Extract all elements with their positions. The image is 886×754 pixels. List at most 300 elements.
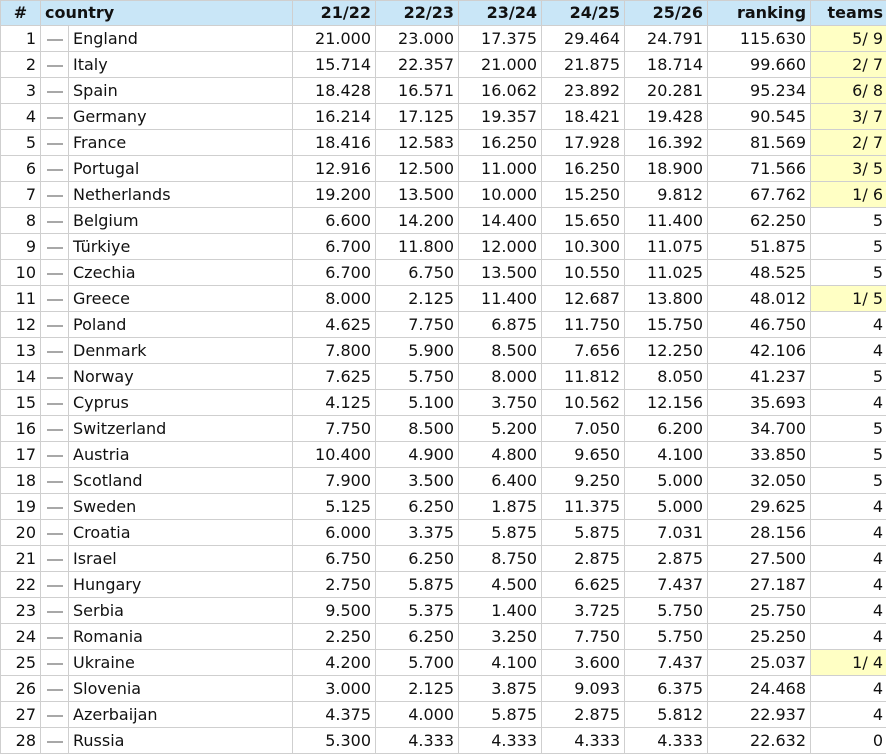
season-22-23-cell: 2.125 [376,676,459,702]
rank-cell: 13 [1,338,41,364]
season-22-23-cell: 23.000 [376,26,459,52]
table-row[interactable] [1,52,886,78]
column-header-teams[interactable]: teams [811,1,886,26]
season-25-26-cell: 2.875 [625,546,708,572]
season-22-23-cell: 4.900 [376,442,459,468]
dash-icon [47,247,63,249]
rank-cell: 12 [1,312,41,338]
trend-cell [41,416,69,442]
season-25-26-cell: 5.750 [625,598,708,624]
season-21-22-cell: 7.900 [293,468,376,494]
trend-cell [41,468,69,494]
season-23-24-cell: 4.800 [459,442,542,468]
season-21-22-cell: 9.500 [293,598,376,624]
season-25-26-cell: 12.250 [625,338,708,364]
trend-cell [41,208,69,234]
rank-cell: 10 [1,260,41,286]
ranking-cell: 71.566 [708,156,811,182]
season-22-23-cell: 11.800 [376,234,459,260]
season-25-26-cell: 5.750 [625,624,708,650]
season-25-26-cell: 11.025 [625,260,708,286]
teams-cell: 5 [811,442,886,468]
teams-cell: 5 [811,364,886,390]
dash-icon [47,507,63,509]
rank-cell: 17 [1,442,41,468]
season-22-23-cell: 5.875 [376,572,459,598]
season-24-25-cell: 7.656 [542,338,625,364]
ranking-cell: 34.700 [708,416,811,442]
trend-cell [41,234,69,260]
table-row[interactable] [1,520,886,546]
ranking-cell: 48.012 [708,286,811,312]
season-24-25-cell: 10.300 [542,234,625,260]
country-cell: Belgium [69,208,293,234]
season-24-25-cell: 29.464 [542,26,625,52]
season-21-22-cell: 6.700 [293,260,376,286]
dash-icon [47,559,63,561]
dash-icon [47,299,63,301]
country-cell: Azerbaijan [69,702,293,728]
dash-icon [47,637,63,639]
dash-icon [47,65,63,67]
ranking-cell: 81.569 [708,130,811,156]
season-23-24-cell: 16.062 [459,78,542,104]
rank-cell: 7 [1,182,41,208]
season-21-22-cell: 16.214 [293,104,376,130]
season-24-25-cell: 9.650 [542,442,625,468]
season-24-25-cell: 15.650 [542,208,625,234]
season-22-23-cell: 3.500 [376,468,459,494]
table-row[interactable] [1,598,886,624]
season-23-24-cell: 3.750 [459,390,542,416]
dash-icon [47,455,63,457]
season-24-25-cell: 11.750 [542,312,625,338]
season-24-25-cell: 6.625 [542,572,625,598]
trend-cell [41,182,69,208]
ranking-cell: 99.660 [708,52,811,78]
trend-cell [41,390,69,416]
season-25-26-cell: 4.100 [625,442,708,468]
season-23-24-cell: 4.100 [459,650,542,676]
season-21-22-cell: 12.916 [293,156,376,182]
season-24-25-cell: 15.250 [542,182,625,208]
season-23-24-cell: 6.875 [459,312,542,338]
teams-cell: 4 [811,624,886,650]
season-22-23-cell: 17.125 [376,104,459,130]
teams-cell: 3/ 5 [811,156,886,182]
season-22-23-cell: 12.500 [376,156,459,182]
column-header-season-21-22[interactable]: 21/22 [293,1,376,26]
table-row[interactable] [1,416,886,442]
column-header-season-24-25[interactable]: 24/25 [542,1,625,26]
ranking-cell: 22.632 [708,728,811,754]
header-row [1,1,886,26]
table-row[interactable] [1,546,886,572]
dash-icon [47,351,63,353]
column-header-season-23-24[interactable]: 23/24 [459,1,542,26]
dash-icon [47,39,63,41]
rank-cell: 1 [1,26,41,52]
season-22-23-cell: 6.250 [376,494,459,520]
table-row[interactable] [1,260,886,286]
rank-cell: 15 [1,390,41,416]
dash-icon [47,117,63,119]
season-22-23-cell: 14.200 [376,208,459,234]
country-cell: Israel [69,546,293,572]
season-23-24-cell: 1.400 [459,598,542,624]
trend-cell [41,78,69,104]
ranking-cell: 28.156 [708,520,811,546]
season-25-26-cell: 18.900 [625,156,708,182]
season-22-23-cell: 8.500 [376,416,459,442]
country-cell: Switzerland [69,416,293,442]
trend-cell [41,364,69,390]
season-21-22-cell: 18.428 [293,78,376,104]
season-25-26-cell: 18.714 [625,52,708,78]
trend-cell [41,624,69,650]
season-25-26-cell: 7.437 [625,650,708,676]
season-24-25-cell: 7.050 [542,416,625,442]
trend-cell [41,572,69,598]
dash-icon [47,611,63,613]
table-row[interactable] [1,468,886,494]
ranking-cell: 32.050 [708,468,811,494]
rank-cell: 5 [1,130,41,156]
season-21-22-cell: 2.750 [293,572,376,598]
season-21-22-cell: 4.125 [293,390,376,416]
dash-icon [47,663,63,665]
country-cell: Italy [69,52,293,78]
trend-cell [41,520,69,546]
season-25-26-cell: 19.428 [625,104,708,130]
season-23-24-cell: 13.500 [459,260,542,286]
country-cell: Poland [69,312,293,338]
season-24-25-cell: 4.333 [542,728,625,754]
season-22-23-cell: 6.250 [376,546,459,572]
ranking-cell: 25.750 [708,598,811,624]
teams-cell: 4 [811,572,886,598]
table-row[interactable] [1,364,886,390]
rank-cell: 25 [1,650,41,676]
trend-cell [41,130,69,156]
table-row[interactable] [1,338,886,364]
season-25-26-cell: 11.075 [625,234,708,260]
dash-icon [47,377,63,379]
season-21-22-cell: 5.300 [293,728,376,754]
teams-cell: 5 [811,260,886,286]
ranking-cell: 27.500 [708,546,811,572]
dash-icon [47,429,63,431]
season-22-23-cell: 6.750 [376,260,459,286]
season-21-22-cell: 4.200 [293,650,376,676]
season-25-26-cell: 4.333 [625,728,708,754]
season-24-25-cell: 17.928 [542,130,625,156]
season-22-23-cell: 4.333 [376,728,459,754]
season-24-25-cell: 2.875 [542,546,625,572]
teams-cell: 3/ 7 [811,104,886,130]
teams-cell: 0 [811,728,886,754]
season-24-25-cell: 12.687 [542,286,625,312]
ranking-cell: 95.234 [708,78,811,104]
ranking-cell: 33.850 [708,442,811,468]
country-cell: Croatia [69,520,293,546]
teams-cell: 2/ 7 [811,52,886,78]
rank-cell: 24 [1,624,41,650]
column-header-rank[interactable]: # [1,1,41,26]
season-21-22-cell: 21.000 [293,26,376,52]
season-23-24-cell: 19.357 [459,104,542,130]
season-24-25-cell: 3.725 [542,598,625,624]
teams-cell: 5 [811,208,886,234]
season-22-23-cell: 5.100 [376,390,459,416]
teams-cell: 5 [811,234,886,260]
ranking-cell: 22.937 [708,702,811,728]
country-cell: Serbia [69,598,293,624]
trend-cell [41,286,69,312]
table-row[interactable] [1,104,886,130]
teams-cell: 1/ 6 [811,182,886,208]
ranking-cell: 62.250 [708,208,811,234]
rank-cell: 28 [1,728,41,754]
column-header-country[interactable]: country [41,1,293,26]
trend-cell [41,312,69,338]
ranking-cell: 29.625 [708,494,811,520]
rank-cell: 6 [1,156,41,182]
season-23-24-cell: 4.500 [459,572,542,598]
trend-cell [41,104,69,130]
season-22-23-cell: 13.500 [376,182,459,208]
season-25-26-cell: 6.200 [625,416,708,442]
rank-cell: 8 [1,208,41,234]
season-25-26-cell: 24.791 [625,26,708,52]
season-25-26-cell: 5.812 [625,702,708,728]
table-row[interactable] [1,312,886,338]
season-24-25-cell: 23.892 [542,78,625,104]
column-header-season-25-26[interactable]: 25/26 [625,1,708,26]
season-23-24-cell: 12.000 [459,234,542,260]
country-cell: Ukraine [69,650,293,676]
table-row[interactable] [1,702,886,728]
season-23-24-cell: 3.875 [459,676,542,702]
table-row[interactable] [1,624,886,650]
season-25-26-cell: 5.000 [625,494,708,520]
season-22-23-cell: 3.375 [376,520,459,546]
rank-cell: 11 [1,286,41,312]
table-row[interactable] [1,26,886,52]
season-24-25-cell: 9.093 [542,676,625,702]
season-21-22-cell: 4.625 [293,312,376,338]
table-row[interactable] [1,130,886,156]
season-25-26-cell: 5.000 [625,468,708,494]
season-22-23-cell: 5.700 [376,650,459,676]
trend-cell [41,338,69,364]
country-cell: Greece [69,286,293,312]
country-cell: Russia [69,728,293,754]
season-22-23-cell: 4.000 [376,702,459,728]
table-row[interactable] [1,572,886,598]
trend-cell [41,598,69,624]
ranking-cell: 25.250 [708,624,811,650]
table-row[interactable] [1,286,886,312]
teams-cell: 4 [811,598,886,624]
teams-cell: 2/ 7 [811,130,886,156]
country-cell: Norway [69,364,293,390]
season-24-25-cell: 16.250 [542,156,625,182]
season-23-24-cell: 4.333 [459,728,542,754]
season-24-25-cell: 11.812 [542,364,625,390]
season-24-25-cell: 5.875 [542,520,625,546]
season-24-25-cell: 10.550 [542,260,625,286]
season-21-22-cell: 6.600 [293,208,376,234]
season-21-22-cell: 6.000 [293,520,376,546]
ranking-cell: 51.875 [708,234,811,260]
country-cell: Romania [69,624,293,650]
column-header-season-22-23[interactable]: 22/23 [376,1,459,26]
rank-cell: 23 [1,598,41,624]
season-23-24-cell: 8.000 [459,364,542,390]
rank-cell: 4 [1,104,41,130]
ranking-cell: 27.187 [708,572,811,598]
table-row[interactable] [1,234,886,260]
season-21-22-cell: 7.625 [293,364,376,390]
rank-cell: 18 [1,468,41,494]
season-22-23-cell: 5.750 [376,364,459,390]
table-row[interactable] [1,650,886,676]
season-21-22-cell: 5.125 [293,494,376,520]
teams-cell: 4 [811,520,886,546]
teams-cell: 4 [811,546,886,572]
teams-cell: 5/ 9 [811,26,886,52]
season-22-23-cell: 6.250 [376,624,459,650]
rank-cell: 27 [1,702,41,728]
ranking-cell: 90.545 [708,104,811,130]
rank-cell: 14 [1,364,41,390]
country-cell: Germany [69,104,293,130]
season-21-22-cell: 15.714 [293,52,376,78]
season-23-24-cell: 10.000 [459,182,542,208]
dash-icon [47,91,63,93]
season-23-24-cell: 6.400 [459,468,542,494]
table-row[interactable] [1,442,886,468]
season-23-24-cell: 14.400 [459,208,542,234]
season-21-22-cell: 18.416 [293,130,376,156]
ranking-cell: 115.630 [708,26,811,52]
teams-cell: 6/ 8 [811,78,886,104]
table-row[interactable] [1,78,886,104]
table-row[interactable] [1,156,886,182]
country-cell: Netherlands [69,182,293,208]
dash-icon [47,533,63,535]
season-23-24-cell: 5.875 [459,520,542,546]
season-23-24-cell: 3.250 [459,624,542,650]
rank-cell: 21 [1,546,41,572]
dash-icon [47,143,63,145]
season-22-23-cell: 7.750 [376,312,459,338]
season-21-22-cell: 10.400 [293,442,376,468]
season-23-24-cell: 11.400 [459,286,542,312]
season-21-22-cell: 7.750 [293,416,376,442]
trend-cell [41,260,69,286]
season-25-26-cell: 9.812 [625,182,708,208]
teams-cell: 4 [811,338,886,364]
rank-cell: 9 [1,234,41,260]
ranking-cell: 35.693 [708,390,811,416]
season-23-24-cell: 5.200 [459,416,542,442]
dash-icon [47,221,63,223]
table-row[interactable] [1,676,886,702]
season-23-24-cell: 11.000 [459,156,542,182]
table-row[interactable] [1,208,886,234]
table-row[interactable] [1,390,886,416]
country-cell: Austria [69,442,293,468]
teams-cell: 4 [811,494,886,520]
teams-cell: 1/ 4 [811,650,886,676]
teams-cell: 4 [811,676,886,702]
country-cell: England [69,26,293,52]
season-22-23-cell: 5.375 [376,598,459,624]
season-24-25-cell: 3.600 [542,650,625,676]
season-25-26-cell: 13.800 [625,286,708,312]
trend-cell [41,494,69,520]
teams-cell: 1/ 5 [811,286,886,312]
rank-cell: 2 [1,52,41,78]
season-23-24-cell: 8.750 [459,546,542,572]
table-row[interactable] [1,182,886,208]
table-row[interactable] [1,494,886,520]
season-25-26-cell: 16.392 [625,130,708,156]
rank-cell: 26 [1,676,41,702]
rank-cell: 20 [1,520,41,546]
season-25-26-cell: 6.375 [625,676,708,702]
teams-cell: 4 [811,702,886,728]
ranking-cell: 24.468 [708,676,811,702]
ranking-cell: 67.762 [708,182,811,208]
teams-cell: 4 [811,390,886,416]
column-header-ranking[interactable]: ranking [708,1,811,26]
dash-icon [47,273,63,275]
rank-cell: 22 [1,572,41,598]
dash-icon [47,195,63,197]
trend-cell [41,156,69,182]
season-24-25-cell: 11.375 [542,494,625,520]
trend-cell [41,442,69,468]
country-cell: Scotland [69,468,293,494]
country-cell: Türkiye [69,234,293,260]
teams-cell: 5 [811,468,886,494]
country-cell: Spain [69,78,293,104]
season-25-26-cell: 20.281 [625,78,708,104]
season-24-25-cell: 18.421 [542,104,625,130]
season-21-22-cell: 8.000 [293,286,376,312]
rank-cell: 3 [1,78,41,104]
trend-cell [41,702,69,728]
country-cell: Hungary [69,572,293,598]
trend-cell [41,52,69,78]
season-22-23-cell: 2.125 [376,286,459,312]
season-21-22-cell: 7.800 [293,338,376,364]
season-21-22-cell: 4.375 [293,702,376,728]
season-22-23-cell: 12.583 [376,130,459,156]
dash-icon [47,715,63,717]
season-21-22-cell: 3.000 [293,676,376,702]
dash-icon [47,689,63,691]
season-25-26-cell: 8.050 [625,364,708,390]
season-23-24-cell: 1.875 [459,494,542,520]
season-25-26-cell: 12.156 [625,390,708,416]
season-25-26-cell: 7.437 [625,572,708,598]
country-cell: Sweden [69,494,293,520]
season-22-23-cell: 22.357 [376,52,459,78]
